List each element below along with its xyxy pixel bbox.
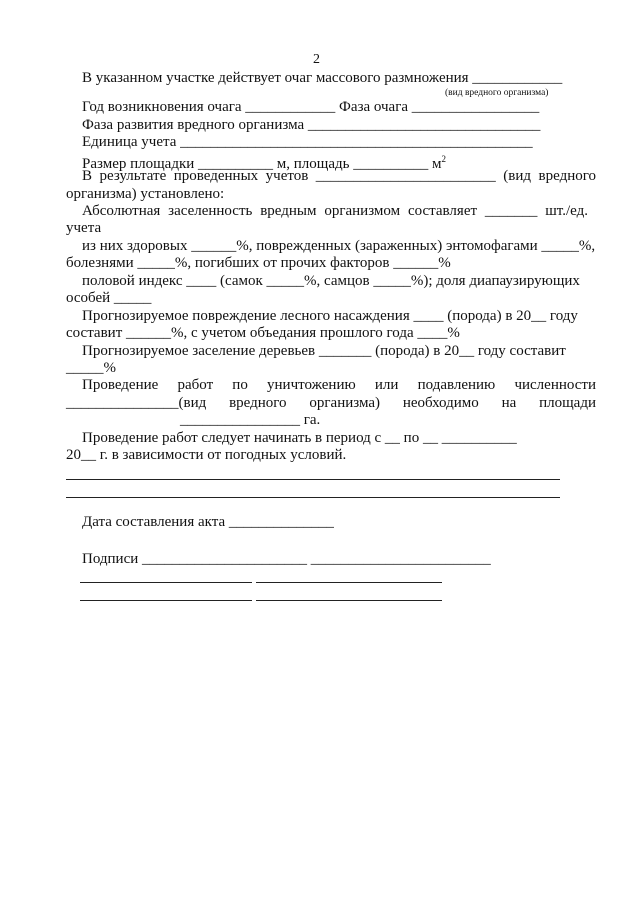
line-forecast-damage: Прогнозируемое повреждение лесного насаждения ____ (порода) в 20__ году: [82, 308, 578, 324]
line-works-period: Проведение работ следует начинать в период с __ по __ __________: [82, 430, 517, 446]
line-count-word: учета: [66, 220, 102, 236]
line-weather-conditions: 20__ г. в зависимости от погодных условий.: [66, 447, 347, 463]
line-survey-results: [82, 168, 596, 185]
signature-line-1b: [256, 582, 442, 583]
absolute-infestation-unit: шт./ед.: [545, 203, 588, 219]
line-control-area: _______________(вид вредного организма) необходимо на площади: [66, 395, 596, 411]
plot-size-label: Размер площадки: [82, 156, 195, 172]
blank-line-1: [66, 479, 560, 480]
signature-line-2b: [256, 600, 442, 601]
line-hectares: ________________ га.: [180, 412, 321, 428]
line-absolute-infestation: [82, 203, 588, 220]
plot-size-blanks: __________ м, площадь __________ м: [198, 156, 442, 172]
page-number: 2: [313, 52, 320, 67]
line-percent-blank: _____%: [66, 360, 116, 376]
signature-line-1a: [80, 582, 252, 583]
line-act-date: Дата составления акта ______________: [82, 514, 334, 530]
absolute-infestation-text: Абсолютная заселенность вредным организмом составляет _______: [82, 203, 538, 219]
line-focus-statement: В указанном участке действует очаг массового размножения ____________: [82, 70, 563, 86]
line-will-be: составит ______%, с учетом объедания прошлого года ____%: [66, 325, 460, 341]
survey-results-text: В результате проведенных учетов ________________________: [82, 168, 496, 184]
signature-line-2a: [80, 600, 252, 601]
line-focus-year-phase: Год возникновения очага ____________ Фаза очага _________________: [82, 99, 540, 115]
line-forecast-infestation: Прогнозируемое заселение деревьев _______ (порода) в 20__ году составит: [82, 343, 566, 359]
line-established: организма) установлено:: [66, 186, 225, 202]
survey-results-note: (вид вредного: [503, 168, 597, 184]
line-signatures: Подписи ______________________ ________________________: [82, 551, 491, 567]
line-individuals: особей _____: [66, 290, 152, 306]
line-control-works: Проведение работ по уничтожению или подавлению численности: [82, 377, 596, 393]
line-count-unit: Единица учета _______________________________________________: [82, 134, 533, 150]
line-healthy-damaged: из них здоровых ______%, поврежденных (зараженных) энтомофагами _____%,: [82, 238, 596, 254]
square-superscript: 2: [441, 154, 446, 164]
note-pest-species: (вид вредного организма): [445, 88, 549, 98]
blank-line-2: [66, 497, 560, 498]
line-development-phase: Фаза развития вредного организма _______________________________: [82, 117, 541, 133]
line-diseases: болезнями _____%, погибших от прочих факторов ______%: [66, 255, 451, 271]
line-sex-index: половой индекс ____ (самок _____%, самцов _____%); доля диапаузирующих: [82, 273, 580, 289]
